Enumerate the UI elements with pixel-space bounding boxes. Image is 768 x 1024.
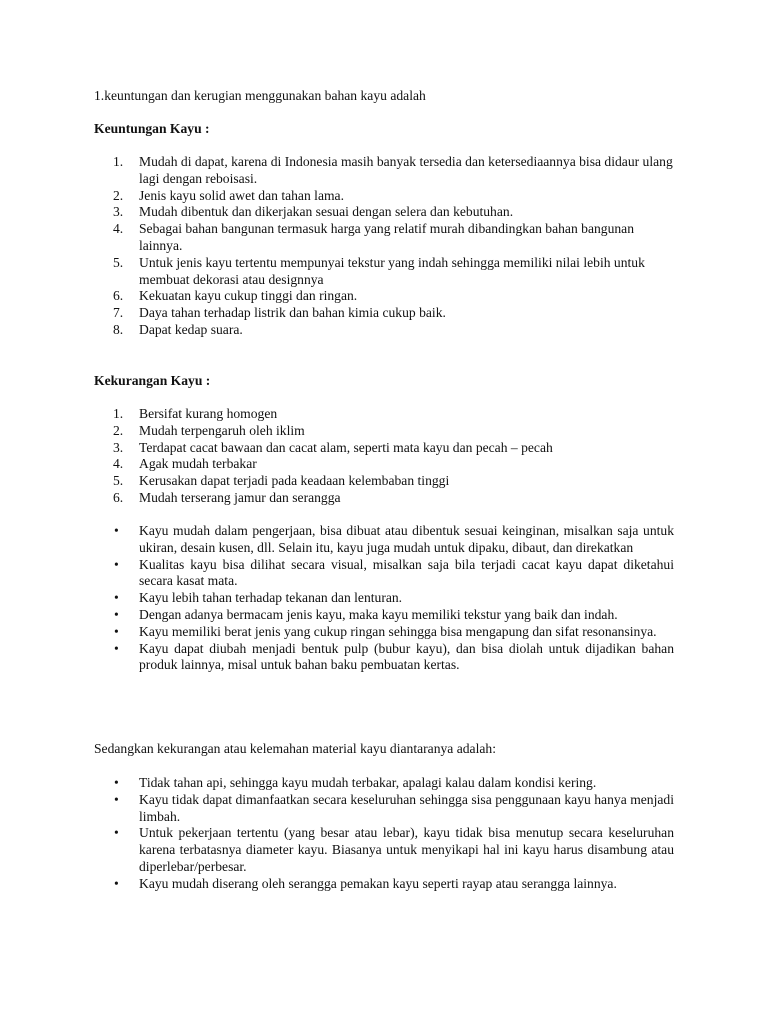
bullet-icon: • <box>114 825 119 841</box>
list-item: 5. Kerusakan dapat terjadi pada keadaan kelembaban tinggi <box>113 473 450 489</box>
bullet-item: • Tidak tahan api, sehingga kayu mudah terbakar, apalagi kalau dalam kondisi kering. <box>114 775 597 790</box>
bullet-item: • Dengan adanya bermacam jenis kayu, maka kayu memiliki tekstur yang baik dan indah. <box>114 606 618 622</box>
bullet-item: • Untuk pekerjaan tertentu (yang besar atau lebar), kayu tidak bisa menutup secara keseluruhan karena terbatasnya diameter kayu. Biasanya untuk menyikapi hal ini kayu harus disambung atau diperlebar/perbesar. <box>114 825 674 874</box>
bullet-item: • Kayu tidak dapat dimanfaatkan secara keseluruhan sehingga sisa penggunaan kayu hanya menjadi limbah. <box>114 791 674 824</box>
kekurangan-list <box>94 406 674 507</box>
bullet-icon: • <box>114 606 119 622</box>
bullet-item: • Kualitas kayu bisa dilihat secara visual, misalkan saja bila terjadi cacat kayu dapat diketahui secara kasat mata. <box>114 556 674 589</box>
list-item: 2. Mudah terpengaruh oleh iklim <box>113 422 305 438</box>
list-item: 6. Kekuatan kayu cukup tinggi dan ringan. <box>113 288 358 304</box>
bullet-icon: • <box>114 590 119 606</box>
bullet-icon: • <box>114 523 119 538</box>
bullet-item: • Kayu mudah dalam pengerjaan, bisa dibuat atau dibentuk sesuai keinginan, misalkan saja untuk ukiran, desain kusen, dll. Selain itu, kayu juga mudah untuk dipaku, dibaut, dan direkatkan <box>114 523 674 555</box>
list-item: 3. Terdapat cacat bawaan dan cacat alam, seperti mata kayu dan pecah – pecah <box>113 439 553 455</box>
list-item: 7. Daya tahan terhadap listrik dan bahan kimia cukup baik. <box>113 305 446 321</box>
section-title-kekurangan: Kekurangan Kayu : <box>94 373 211 388</box>
list-item: 1. Bersifat kurang homogen <box>113 406 278 421</box>
kelemahan-intro: Sedangkan kekurangan atau kelemahan material kayu diantaranya adalah: <box>94 741 496 756</box>
keuntungan-list <box>94 154 674 339</box>
bullet-item: • Kayu lebih tahan terhadap tekanan dan lenturan. <box>114 590 403 606</box>
bullet-icon: • <box>114 875 119 891</box>
bullet-item: • Kayu dapat diubah menjadi bentuk pulp (bubur kayu), dan bisa diolah untuk dijadikan bahan produk lainnya, misal untuk bahan baku pembuatan kertas. <box>114 640 674 673</box>
bullet-list-1 <box>94 523 674 674</box>
bullet-icon: • <box>114 791 119 807</box>
list-item: 3. Mudah dibentuk dan dikerjakan sesuai dengan selera dan kebutuhan. <box>113 204 514 220</box>
list-item: 2. Jenis kayu solid awet dan tahan lama. <box>113 187 344 203</box>
bullet-icon: • <box>114 775 119 790</box>
list-item: 4. Sebagai bahan bangunan termasuk harga yang relatif murah dibandingkan bahan bangunan lainnya. <box>113 221 634 253</box>
bullet-item: • Kayu mudah diserang oleh serangga pemakan kayu seperti rayap atau serangga lainnya. <box>114 875 617 891</box>
bullet-item: • Kayu memiliki berat jenis yang cukup ringan sehingga bisa mengapung dan sifat resonansinya. <box>114 623 657 639</box>
bullet-list-2 <box>94 775 674 893</box>
document-heading: 1.keuntungan dan kerugian menggunakan bahan kayu adalah <box>94 88 426 103</box>
bullet-icon: • <box>114 640 119 656</box>
bullet-icon: • <box>114 556 119 572</box>
list-item: 4. Agak mudah terbakar <box>113 456 257 472</box>
section-title-keuntungan: Keuntungan Kayu : <box>94 121 210 136</box>
list-item: 5. Untuk jenis kayu tertentu mempunyai tekstur yang indah sehingga memiliki nilai lebih untuk membuat dekorasi atau designnya <box>113 254 645 287</box>
list-item: 1. Mudah di dapat, karena di Indonesia masih banyak tersedia dan ketersediaannya bisa didaur ulang lagi dengan reboisasi. <box>113 154 673 186</box>
list-item: 6. Mudah terserang jamur dan serangga <box>113 489 341 505</box>
bullet-icon: • <box>114 623 119 639</box>
list-item: 8. Dapat kedap suara. <box>113 321 243 337</box>
